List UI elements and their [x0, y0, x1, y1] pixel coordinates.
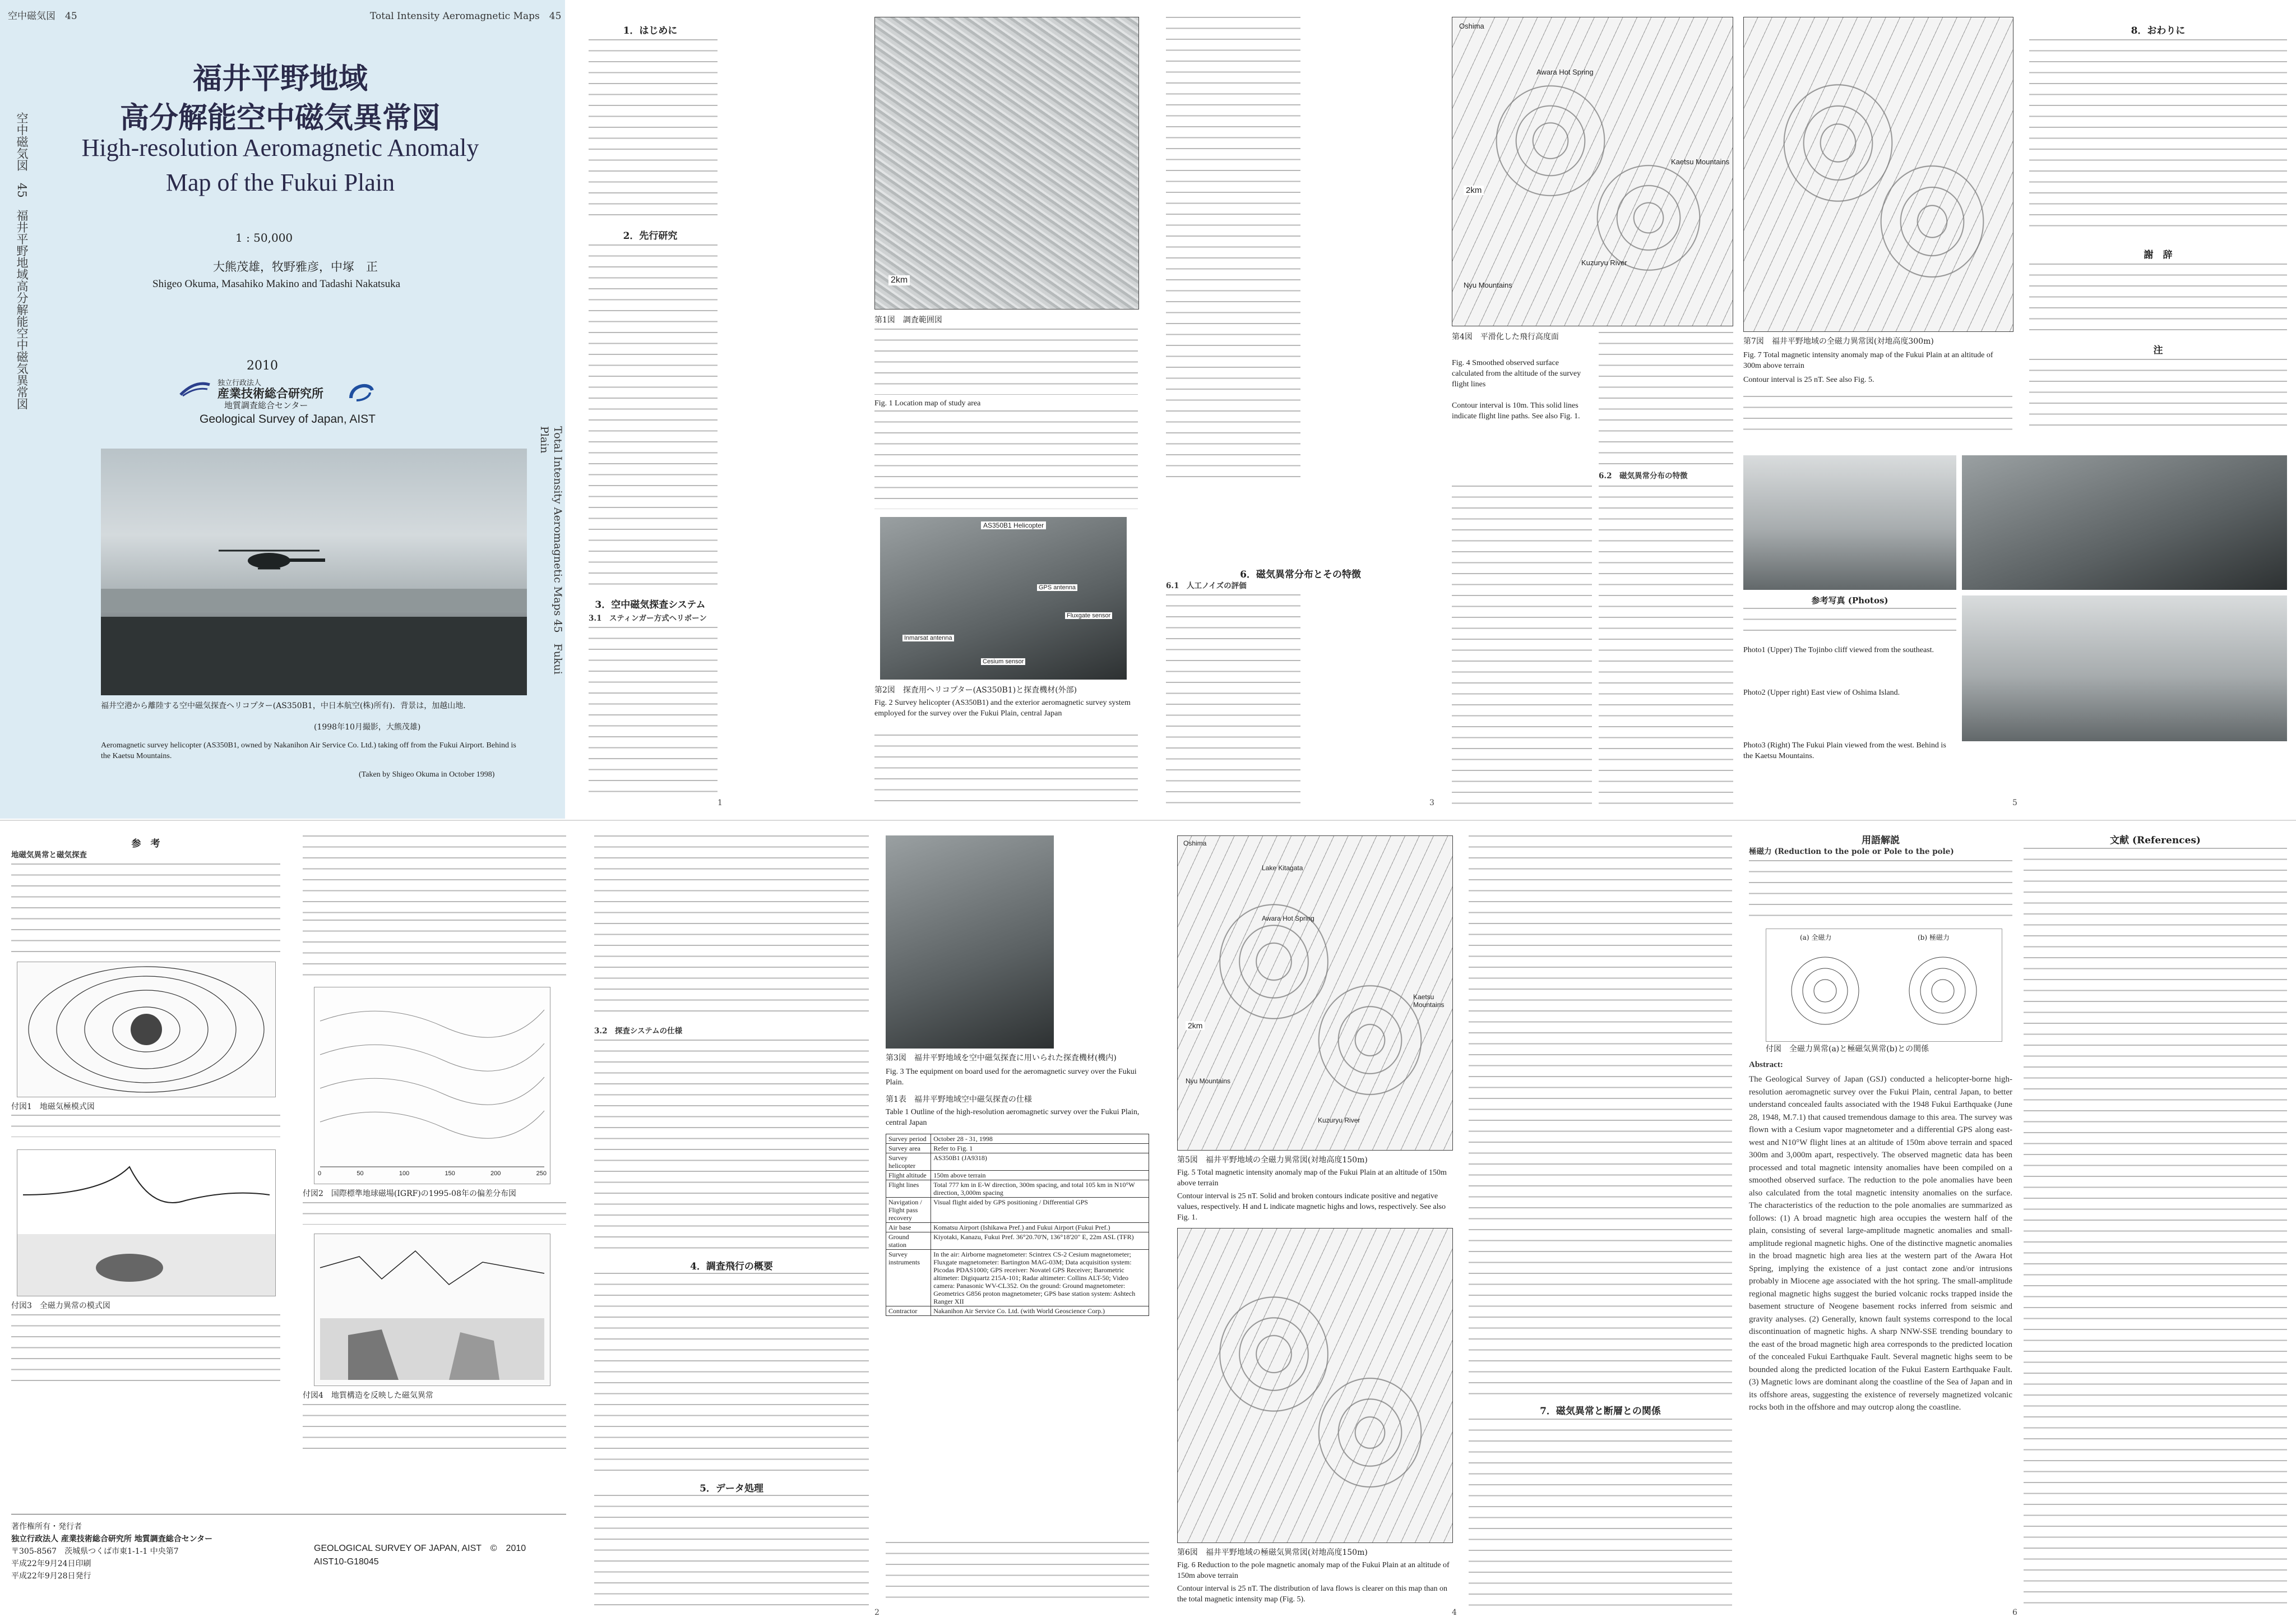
publisher-label: 著作権所有・発行者	[11, 1522, 82, 1531]
map-label: Oshima	[1183, 839, 1207, 847]
fig-a-dipole-diagram	[17, 962, 276, 1097]
photo-label: GPS antenna	[1037, 584, 1077, 591]
caption-text	[303, 1202, 566, 1225]
body-text	[1452, 486, 1592, 807]
cover-year: 2010	[247, 359, 278, 373]
table-cell: Total 777 km in E-W direction, 300m spacing, and total 105 km in N10°W direction, 3,000m spacing	[931, 1180, 1149, 1198]
table-cell: Ground station	[886, 1232, 931, 1250]
table-cell: Nakanihon Air Service Co. Ltd. (with World Geoscience Corp.)	[931, 1306, 1149, 1316]
chart-ticks	[318, 1170, 547, 1177]
scale-label: 2km	[1464, 186, 1484, 195]
map-label: Awara Hot Spring	[1262, 915, 1314, 922]
page-number: 6	[2012, 1608, 2017, 1617]
subsection-heading: 3.2 探査システムの仕様	[594, 1027, 683, 1036]
fig6-rtp-150m-map	[1177, 1228, 1453, 1543]
caption-text	[11, 1115, 280, 1137]
table1-title-jp: 第1表 福井平野地域空中磁気探査の仕様	[886, 1095, 1032, 1104]
body-text	[2029, 264, 2287, 334]
table-cell: Flight altitude	[886, 1171, 931, 1180]
body-text	[874, 735, 1138, 807]
table-row	[886, 1180, 1149, 1198]
row-divider	[0, 820, 2296, 821]
table-cell: Refer to Fig. 1	[931, 1144, 1149, 1153]
table-cell: In the air: Airborne magnetometer: Scintrex CS-2 Cesium magnetometer; Fluxgate magnetometer: Bartington MAG-03M; Data acquisition system: Picodas PDAS1000; GPS receiver: Novatel GPS Receiver; Barometric altimeter: Digiquartz 215A-101; Radar altimeter: Collins ALT-50; Video camera: Panasonic WV-CL352. On the ground: Ground magnetometer: Geometrics G856 proton magnetometer; GPS base station system: Ashtech Ranger XII	[931, 1250, 1149, 1306]
tick-label: 150	[445, 1170, 455, 1177]
fig4-caption-en: Fig. 4 Smoothed observed surface calculated from the altitude of the survey flight lines	[1452, 359, 1581, 389]
cover-authors-jp: 大熊茂雄，牧野雅彦，中塚 正	[213, 260, 378, 274]
table-cell: Visual flight aided by GPS positioning / Differential GPS	[931, 1198, 1149, 1223]
fig5-tmi-150m-map	[1177, 835, 1453, 1151]
cover-org-jp-2: 産業技術総合研究所	[217, 386, 323, 400]
map-label: Kaetsu Mountains	[1413, 993, 1445, 1009]
table-cell: 150m above terrain	[931, 1171, 1149, 1180]
map-label: Lake Kitagata	[1262, 864, 1303, 872]
cover-scale: 1 : 50,000	[235, 231, 293, 244]
abstract-text: The Geological Survey of Japan (GSJ) conducted a helicopter-borne high-resolution aeromagnetic survey over the Fukui Plain, central Japan, to better understand concealed faults associated with the 1948 Fukui Earthquake (June 28, 1948, M.7.1) that caused tremendous damage to this area. The survey was flown with a Cesium vapor magnetometer and a differential GPS along east-west and N10°W flight lines at an altitude of 150m above terrain and spaced 300m and 3,000m apart, respectively. The observed magnetic data has been processed and total magnetic intensity anomalies have been compiled on a smoothed observed surface. The reduction to the pole anomalies have been also calculated from the total magnetic intensity anomalies on the surface. The characteristics of the reduction to the pole anomalies are summarized as follows: (1) A broad magnetic high area occupies the western half of the plain, consisting of several large-amplitude magnetic anomalies and small-amplitude regional magnetic highs. One of the distinctive magnetic anomalies in the broad magnetic high area lies at the western part of the Awara Hot Spring, implying the existence of a just contact zone and/or intrusions probably in Miocene age associated with the hot spring. The small-amplitude regional magnetic highs suggest the buried volcanic rocks trapped inside the basement structure of Neogene basement rocks inferred from seismic and gravity analyses. (2) Generally, known fault systems correspond to the local discontinuation of magnetic highs. A sharp NNW-SSE trending boundary to the east of the broad magnetic high area corresponds to the predicted location of the concealed Fukui Earthquake Fault. Several magnetic highs seem to be bounded along the predicted location of the Fukui Eastern Earthquake Fault. (3) Magnetic lows are dominant along the coastline of the Sea of Japan and in its offshore areas, suggesting the existence of reversely magnetized volcanic rocks both in the offshore and may outcrop along the coastline.	[1749, 1075, 2012, 1412]
fig7-tmi-300m-map	[1743, 17, 2013, 332]
caption-text	[11, 1314, 280, 1382]
section-heading: 2．先行研究	[623, 230, 678, 242]
table-cell: Survey helicopter	[886, 1153, 931, 1171]
fig5-caption-en: Fig. 5 Total magnetic intensity anomaly map of the Fukui Plain at an altitude of 150m above terrain	[1177, 1169, 1447, 1188]
fig7-caption-jp: 第7図 福井平野地域の全磁力異常図(対地高度300m)	[1743, 337, 1934, 346]
body-text	[589, 627, 718, 795]
fig-d-geology-diagram	[314, 1234, 550, 1386]
page-number: 5	[2012, 798, 2017, 807]
glossary-title: 用語解説	[1862, 835, 1900, 846]
fig2-caption-en: Fig. 2 Survey helicopter (AS350B1) and the exterior aeromagnetic survey system employed for the survey over the Fukui Plain, central Japan	[874, 699, 1131, 718]
diagram-label: (b) 極磁力	[1918, 934, 1950, 941]
map-label: Kuzuryu River	[1581, 258, 1627, 267]
scale-label: 2km	[888, 275, 910, 285]
fig4-note: Contour interval is 10m. This solid lines indicate flight line paths. See also Fig. 1.	[1452, 401, 1580, 421]
body-text	[11, 863, 280, 953]
body-text	[589, 39, 718, 224]
references-title: 文献 (References)	[2110, 835, 2201, 846]
body-text	[2029, 359, 2287, 432]
gsj-logo-icon	[348, 381, 376, 404]
references-list	[2024, 848, 2287, 1605]
fig4-flight-surface-map	[1452, 17, 1733, 326]
body-text	[589, 244, 718, 592]
fig4-caption-jp: 第4図 平滑化した飛行高度面	[1452, 332, 1559, 341]
cover-title-jp-1: 福井平野地域	[192, 62, 368, 96]
body-text	[303, 835, 566, 914]
table-row	[886, 1306, 1149, 1316]
body-text	[594, 1040, 869, 1253]
abstract-title: Abstract:	[1749, 1060, 1783, 1069]
section-heading: 6．磁気異常分布とその特徴	[1240, 569, 1361, 580]
page-number: 3	[1429, 798, 1434, 807]
cover-org-jp-3: 地質調査総合センター	[224, 400, 308, 410]
table-row	[886, 1232, 1149, 1250]
fig3-caption-en: Fig. 3 The equipment on board used for the aeromagnetic survey over the Fukui Plain.	[886, 1068, 1137, 1087]
cover-photo-credit: (Taken by Shigeo Okuma in October 1998)	[359, 770, 495, 779]
print-date: 平成22年9月24日印刷	[11, 1559, 91, 1568]
table-cell: Flight lines	[886, 1180, 931, 1198]
section-heading: 1．はじめに	[623, 25, 678, 36]
page-reference	[0, 824, 577, 1621]
fig6-note: Contour interval is 25 nT. The distribution of lava flows is clearer on this map than on the total magnetic intensity map (Fig. 5).	[1177, 1585, 1448, 1604]
body-text	[594, 1273, 869, 1475]
fig-a-caption: 付図1 地磁気極模式図	[11, 1102, 95, 1111]
photo1-tojinbo-cliff	[1743, 455, 1956, 590]
body-text	[2029, 39, 2287, 230]
subsection-heading: 6.1 人工ノイズの評価	[1166, 581, 1247, 590]
table-cell: Navigation / Flight pass recovery	[886, 1198, 931, 1223]
cover-title-jp-2: 高分解能空中磁気異常図	[119, 101, 441, 135]
photo3-fukui-plain	[1962, 595, 2287, 741]
photos-label: 参考写真 (Photos)	[1811, 595, 1888, 606]
fig6-caption-jp: 第6図 福井平野地域の極磁気異常図(対地高度150m)	[1177, 1548, 1368, 1557]
page-1	[577, 0, 869, 819]
body-text	[1749, 860, 2012, 922]
reference-title: 参 考	[131, 838, 160, 849]
cover-title-en-2: Map of the Fukui Plain	[165, 169, 395, 196]
subsection-heading: 3.1 スティンガー方式ヘリボーン	[589, 614, 707, 623]
rtp-diagram-caption: 付図 全磁力異常(a)と極磁気異常(b)との関係	[1766, 1045, 1929, 1054]
photo3-caption: Photo3 (Right) The Fukui Plain viewed from the west. Behind is the Kaetsu Mountains.	[1743, 741, 1946, 760]
page-6	[1743, 824, 2296, 1621]
map-label: Nyu Mountains	[1186, 1077, 1231, 1085]
table-row	[886, 1153, 1149, 1171]
cover-spine-jp: 空中磁気図 45 福井平野地域高分解能空中磁気異常図	[15, 112, 29, 410]
rtp-diagram	[1766, 929, 2002, 1042]
table-cell: Air base	[886, 1223, 931, 1232]
fig6-caption-en: Fig. 6 Reduction to the pole magnetic anomaly map of the Fukui Plain at an altitude of 150m above terrain	[1177, 1561, 1450, 1580]
table-row	[886, 1144, 1149, 1153]
map-label: Awara Hot Spring	[1536, 68, 1594, 76]
tick-label: 200	[490, 1170, 501, 1177]
fig1-description-en	[874, 410, 1138, 509]
fig3-equipment-photo	[886, 835, 1054, 1049]
page-number: 4	[1452, 1608, 1457, 1617]
table-row	[886, 1198, 1149, 1223]
glossary-term: 極磁力 (Reduction to the pole or Pole to the pole)	[1749, 847, 1954, 856]
photo-label: Cesium sensor	[981, 658, 1025, 665]
photos-desc	[1743, 608, 1956, 635]
section-heading: 3．空中磁気探査システム	[595, 599, 706, 611]
map-label: Oshima	[1459, 22, 1484, 30]
table-cell: Contractor	[886, 1306, 931, 1316]
aist-logo-icon	[178, 379, 212, 398]
fig1-caption-jp: 第1図 調査範囲図	[874, 316, 942, 325]
photo1-caption: Photo1 (Upper) The Tojinbo cliff viewed from the southeast.	[1743, 646, 1934, 654]
section-heading: 5．データ処理	[700, 1483, 763, 1494]
tick-label: 100	[399, 1170, 410, 1177]
body-text	[1166, 594, 1300, 807]
scale-label: 2km	[1186, 1021, 1205, 1030]
tick-label: 50	[357, 1170, 364, 1177]
cover-header-right: Total Intensity Aeromagnetic Maps 45	[370, 11, 562, 22]
section-heading: 8．おわりに	[2131, 25, 2186, 36]
photo-label: Fluxgate sensor	[1065, 612, 1112, 619]
table-row	[886, 1171, 1149, 1180]
cover-title-en-1: High-resolution Aeromagnetic Anomaly	[81, 134, 479, 161]
page-1-right	[869, 0, 1149, 819]
footer-code: AIST10-G18045	[314, 1557, 379, 1567]
fig1-location-map	[874, 17, 1139, 310]
cover-org-jp-1: 独立行政法人	[217, 379, 262, 387]
fig5-caption-jp: 第5図 福井平野地域の全磁力異常図(対地高度150m)	[1177, 1156, 1368, 1165]
cover-photo-caption-date: (1998年10月撮影，大熊茂雄)	[314, 723, 421, 732]
diagram-label: (a) 全磁力	[1800, 934, 1832, 941]
fig-c-anomaly-diagram	[17, 1149, 276, 1296]
map-label: Nyu Mountains	[1464, 281, 1512, 289]
table-cell: Kiyotaki, Kanazu, Fukui Pref. 36°20.70'N, 136°18'20" E, 22m ASL (TFR)	[931, 1232, 1149, 1250]
note-heading: 注	[2153, 345, 2163, 356]
table-cell: Komatsu Airport (Ishikawa Pref.) and Fukui Airport (Fukui Pref.)	[931, 1223, 1149, 1232]
fig1-caption-en: Fig. 1 Location map of study area	[874, 399, 981, 408]
cover-photo-caption-jp: 福井空港から離陸する空中磁気探査ヘリコプター(AS350B1，中日本航空(株)所有)．背景は，加越山地．	[101, 701, 471, 710]
fig5-note: Contour interval is 25 nT. Solid and broken contours indicate positive and negative values, respectively. H and L indicate magnetic highs and lows, respectively. See also Fig. 1.	[1177, 1192, 1446, 1222]
reference-section-title: 地磁気異常と磁気探査	[11, 851, 87, 860]
fig7-note: Contour interval is 25 nT. See also Fig. 5.	[1743, 376, 1874, 384]
caption-text	[303, 1404, 566, 1449]
table-cell: October 28 - 31, 1998	[931, 1134, 1149, 1144]
tick-label: 0	[318, 1170, 322, 1177]
photo-label: AS350B1 Helicopter	[981, 521, 1046, 529]
ack-heading: 謝 辞	[2144, 250, 2173, 261]
table-cell: AS350B1 (JA9318)	[931, 1153, 1149, 1171]
footer-copyright: GEOLOGICAL SURVEY OF JAPAN, AIST © 2010	[314, 1544, 526, 1553]
subsection-heading: 6.2 磁気異常分布の特徴	[1599, 472, 1688, 481]
cover-photo-caption-en: Aeromagnetic survey helicopter (AS350B1, owned by Nakanihon Air Service Co. Ltd.) taking off from the Fukui Airport. Behind is the Kaetsu Mountains.	[101, 741, 516, 760]
photo2-oshima-island	[1962, 455, 2287, 590]
map-label: Kuzuryu River	[1318, 1116, 1360, 1124]
issue-date: 平成22年9月28日発行	[11, 1572, 91, 1581]
publisher: 独立行政法人 産業技術総合研究所 地質調査総合センター	[11, 1535, 213, 1544]
fig-b-igrf-chart	[314, 987, 550, 1184]
body-text	[1469, 835, 1732, 1396]
table-row	[886, 1250, 1149, 1306]
body-text	[1599, 486, 1733, 807]
page-3-right	[1452, 0, 1743, 819]
table-row	[886, 1134, 1149, 1144]
publisher-address: 〒305-8567 茨城県つくば市東1-1-1 中央第7	[11, 1547, 179, 1556]
page-5	[1743, 0, 2296, 819]
body-text	[1469, 1419, 1732, 1609]
body-text	[303, 920, 566, 981]
tick-label: 250	[536, 1170, 547, 1177]
page-3	[1160, 0, 1452, 819]
page-number: 2	[874, 1608, 879, 1617]
body-text	[1599, 332, 1733, 467]
photo2-caption: Photo2 (Upper right) East view of Oshima Island.	[1743, 689, 1900, 697]
fig7-caption-en: Fig. 7 Total magnetic intensity anomaly map of the Fukui Plain at an altitude of 300m above terrain	[1743, 351, 1993, 370]
table-cell: Survey instruments	[886, 1250, 931, 1306]
fig1-description	[874, 329, 1138, 395]
cover-page	[0, 0, 565, 819]
map-label: Kaetsu Mountains	[1671, 158, 1730, 166]
body-text	[886, 1542, 1149, 1607]
table1-survey-specs	[886, 1134, 1149, 1316]
photo-label: Inmarsat antenna	[902, 635, 954, 641]
table-cell: Survey period	[886, 1134, 931, 1144]
page-2	[583, 824, 1166, 1621]
fig3-caption-jp: 第3図 福井平野地域を空中磁気探査に用いられた探査機材(機内)	[886, 1054, 1117, 1063]
table-cell: Survey area	[886, 1144, 931, 1153]
body-text	[1166, 17, 1300, 482]
page-4	[1172, 824, 1738, 1621]
cover-header-left: 空中磁気図 45	[8, 11, 77, 22]
body-text	[594, 1495, 869, 1607]
cover-helicopter-photo	[101, 449, 527, 695]
fig2-caption-jp: 第2図 探査用ヘリコプター(AS350B1)と探査機材(外部)	[874, 686, 1077, 695]
table1-title-en: Table 1 Outline of the high-resolution aeromagnetic survey over the Fukui Plain, central Japan	[886, 1108, 1140, 1127]
table-row	[886, 1223, 1149, 1232]
cover-authors-en: Shigeo Okuma, Masahiko Makino and Tadashi Nakatsuka	[152, 278, 401, 290]
section-heading: 7．磁気異常と断層との関係	[1540, 1406, 1661, 1417]
fig-c-caption: 付図3 全磁力異常の模式図	[11, 1301, 110, 1310]
fig2-helicopter-photo	[880, 517, 1127, 680]
body-text	[1743, 396, 2012, 440]
fig-d-caption: 付図4 地質構造を反映した磁気異常	[303, 1391, 433, 1400]
cover-org-en: Geological Survey of Japan, AIST	[200, 413, 376, 426]
page-number: 1	[718, 798, 723, 807]
cover-spine-en: Total Intensity Aeromagnetic Maps 45 Fukui Plain	[538, 426, 564, 675]
body-text	[594, 835, 869, 1020]
section-heading: 4．調査飛行の概要	[690, 1261, 773, 1272]
fig-b-caption: 付図2 国際標準地球磁場(IGRF)の1995-08年の偏差分布図	[303, 1189, 516, 1198]
